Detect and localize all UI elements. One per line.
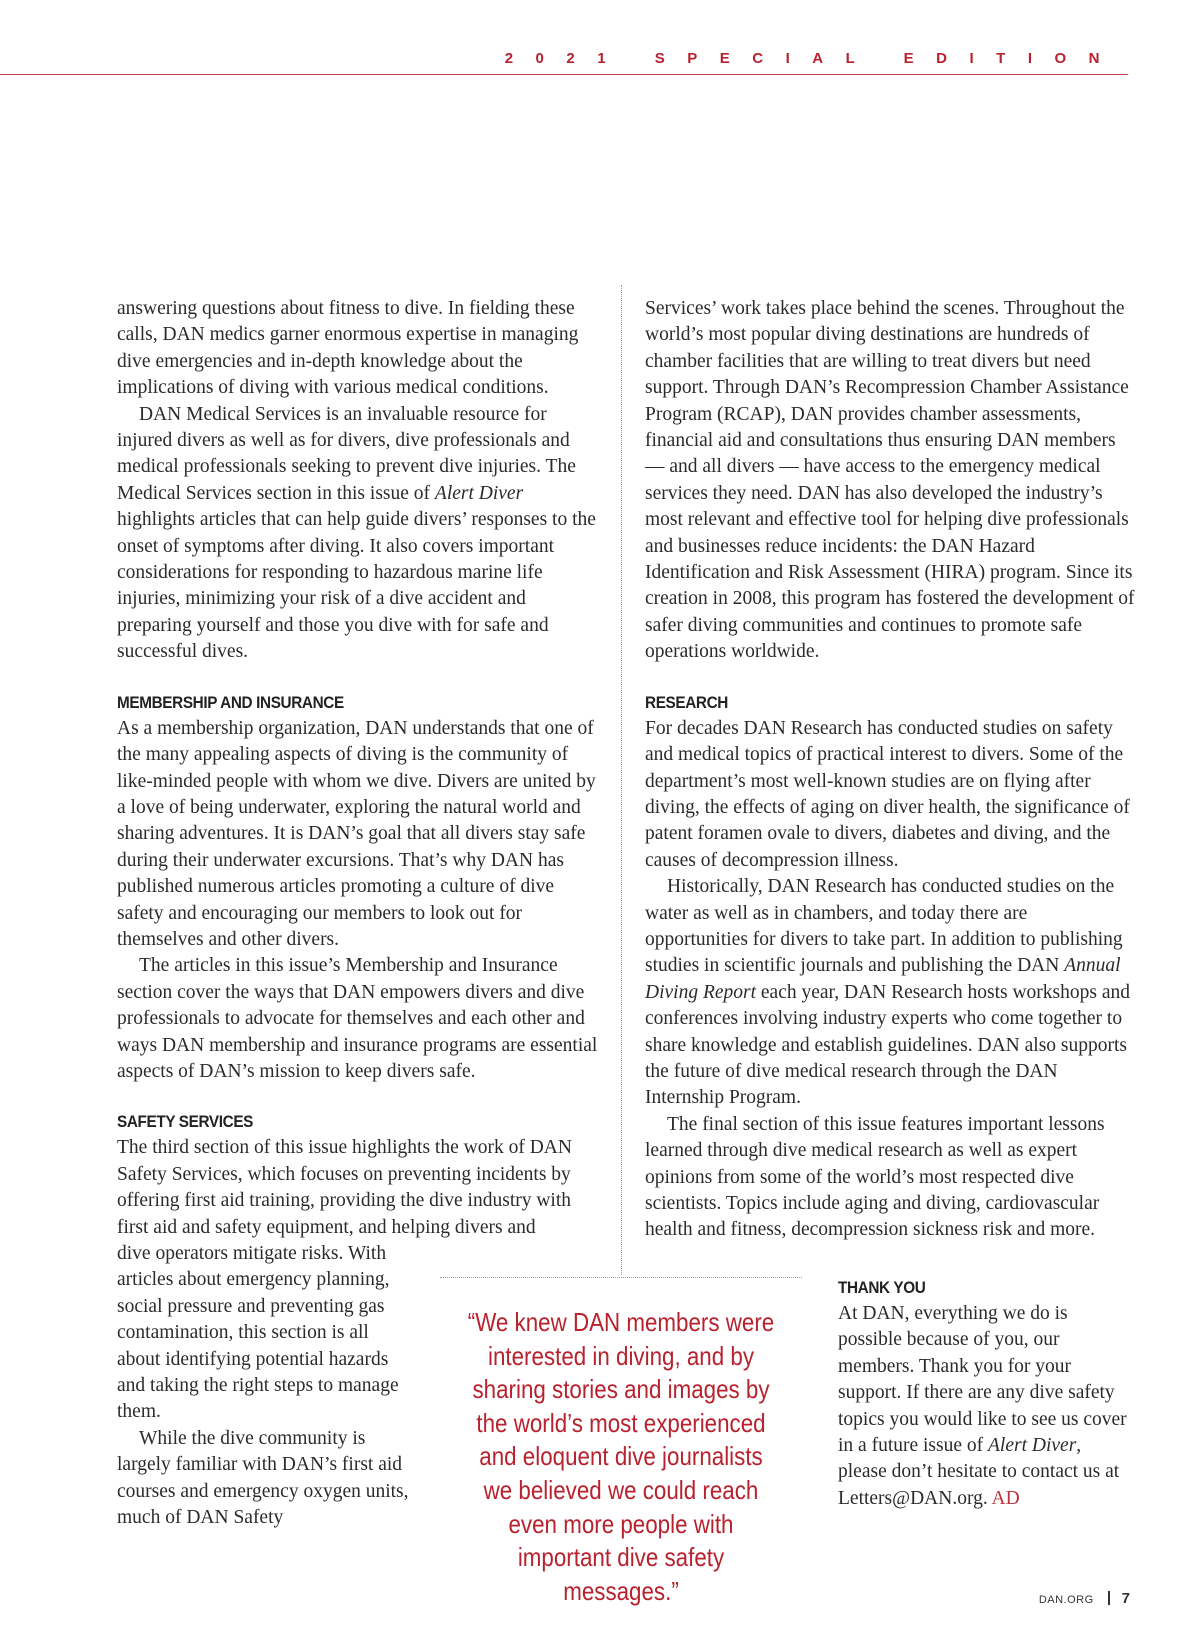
right-column xyxy=(645,296,1135,1244)
thank-you-section xyxy=(838,1275,1128,1512)
research-paragraph-2-a: Historically, DAN Research has conducted studies on the water as well as in chambers, and today there are opportunities for divers to take part. In addition to publishing studies in scientific journals and publishing the DAN xyxy=(645,876,1123,977)
header-rule xyxy=(0,74,1128,75)
intro-paragraph-1: answering questions about fitness to dive. In fielding these calls, DAN medics garner enormous expertise in managing dive emergencies and in-depth knowledge about the implications of diving with various medical conditions. xyxy=(117,298,579,399)
thank-you-paragraph-b: , please don’t hesitate to contact us at Letters@DAN.org. xyxy=(838,1435,1120,1509)
safety-paragraph-1a: The third section of this issue highlights the work of DAN Safety Services, which focuses on preventing incidents by offering first aid training, providing the dive industry with first aid and safety equipment, and helping divers and xyxy=(117,1137,572,1238)
footer-separator xyxy=(1108,1591,1110,1605)
membership-heading: MEMBERSHIP AND INSURANCE xyxy=(117,692,344,712)
safety-paragraph-2: While the dive community is largely familiar with DAN’s first aid courses and emergency oxygen units, much of DAN Safety xyxy=(117,1427,409,1529)
research-heading: RESEARCH xyxy=(645,692,728,712)
safety-paragraph-1b: dive operators mitigate risks. With articles about emergency planning, social pressure and preventing gas contamination, this section is all about identifying potential hazards and taking the right steps to manage them. xyxy=(117,1243,399,1423)
edition-label: 2021 SPECIAL EDITION xyxy=(504,50,1122,67)
pull-quote-rule xyxy=(440,1277,802,1278)
research-paragraph-3: The final section of this issue features important lessons learned through dive medical research as well as expert opinions from some of the world’s most respected dive scientists. Topics include aging and diving, cardiovascular health and fitness, decompression sickness risk and more. xyxy=(645,1113,1105,1241)
membership-paragraph-2: The articles in this issue’s Membership and Insurance section cover the ways that DAN empowers divers and dive professionals to advocate for themselves and each other and ways DAN membership and insurance programs are essential aspects of DAN’s mission to keep divers safe. xyxy=(117,955,598,1082)
safety-heading: SAFETY SERVICES xyxy=(117,1112,254,1132)
page-footer xyxy=(1039,1590,1130,1608)
thank-you-paragraph xyxy=(838,1301,1128,1512)
column-divider xyxy=(621,285,622,1275)
research-paragraph-2-italic: Annual Diving Report xyxy=(645,955,1121,1003)
intro-paragraph-2-b: highlights articles that can help guide divers’ responses to the onset of symptoms after diving. It also covers important considerations for responding to hazardous marine life injuries, minimizing your risk of a dive accident and preparing yourself and those you dive with for safe and successful dives. xyxy=(117,509,596,663)
membership-paragraph-1: As a membership organization, DAN understands that one of the many appealing aspects of diving is the community of like-minded people with whom we dive. Divers are united by a love of being underwater, exploring the natural world and sharing adventures. It is DAN’s goal that all divers stay safe during their underwater excursions. That’s why DAN has published numerous articles promoting a culture of dive safety and encouraging our members to look out for themselves and other divers. xyxy=(117,717,596,950)
thank-you-paragraph-italic: Alert Diver xyxy=(988,1435,1077,1457)
thank-you-heading: THANK YOU xyxy=(838,1278,926,1297)
intro-paragraph-2 xyxy=(117,402,602,666)
thank-you-paragraph-a: At DAN, everything we do is possible because of you, our members. Thank you for your support. If there are any dive safety topics you would like to see us cover in a future issue of xyxy=(838,1303,1127,1457)
intro-paragraph-2-italic: Alert Diver xyxy=(434,482,524,504)
research-paragraph-1: For decades DAN Research has conducted studies on safety and medical topics of practical interest to divers. Some of the department’s most well-known studies are on flying after diving, the effects of aging on diver health, the significance of patent foramen ovale to divers, diabetes and diving, and the causes of decompression illness. xyxy=(645,717,1130,871)
research-paragraph-2-b: each year, DAN Research hosts workshops and conferences involving industry experts who come together to share knowledge and establish guidelines. DAN also supports the future of dive medical research through the DAN Internship Program. xyxy=(645,981,1130,1109)
intro-paragraph-2-a: DAN Medical Services is an invaluable resource for injured divers as well as for divers, dive professionals and medical professionals seeking to prevent dive injuries. The Medical Services section in this issue of xyxy=(117,403,576,504)
page-number: 7 xyxy=(1121,1590,1130,1607)
footer-site: DAN.ORG xyxy=(1038,1594,1094,1606)
end-mark: AD xyxy=(991,1487,1020,1509)
pull-quote: “We knew DAN members were interested in diving, and by sharing stories and images by the world’s most experienced and eloquent dive journalists we believed we could reach even more people with important dive safety messages.” xyxy=(467,1307,775,1606)
research-paragraph-2 xyxy=(645,874,1135,1112)
safety-continued-paragraph: Services’ work takes place behind the scenes. Throughout the world’s most popular diving destinations are hundreds of chamber facilities that are willing to treat divers but need support. Through DAN’s Recompression Chamber Assistance Program (RCAP), DAN provides chamber assessments, financial aid and consultations thus ensuring DAN members — and all divers — have access to the emergency medical services they need. DAN has also developed the industry’s most relevant and effective tool for helping dive professionals and businesses reduce incidents: the DAN Hazard Identification and Risk Assessment (HIRA) program. Since its creation in 2008, this program has fostered the development of safer diving communities and continues to promote safe operations worldwide. xyxy=(645,298,1135,663)
